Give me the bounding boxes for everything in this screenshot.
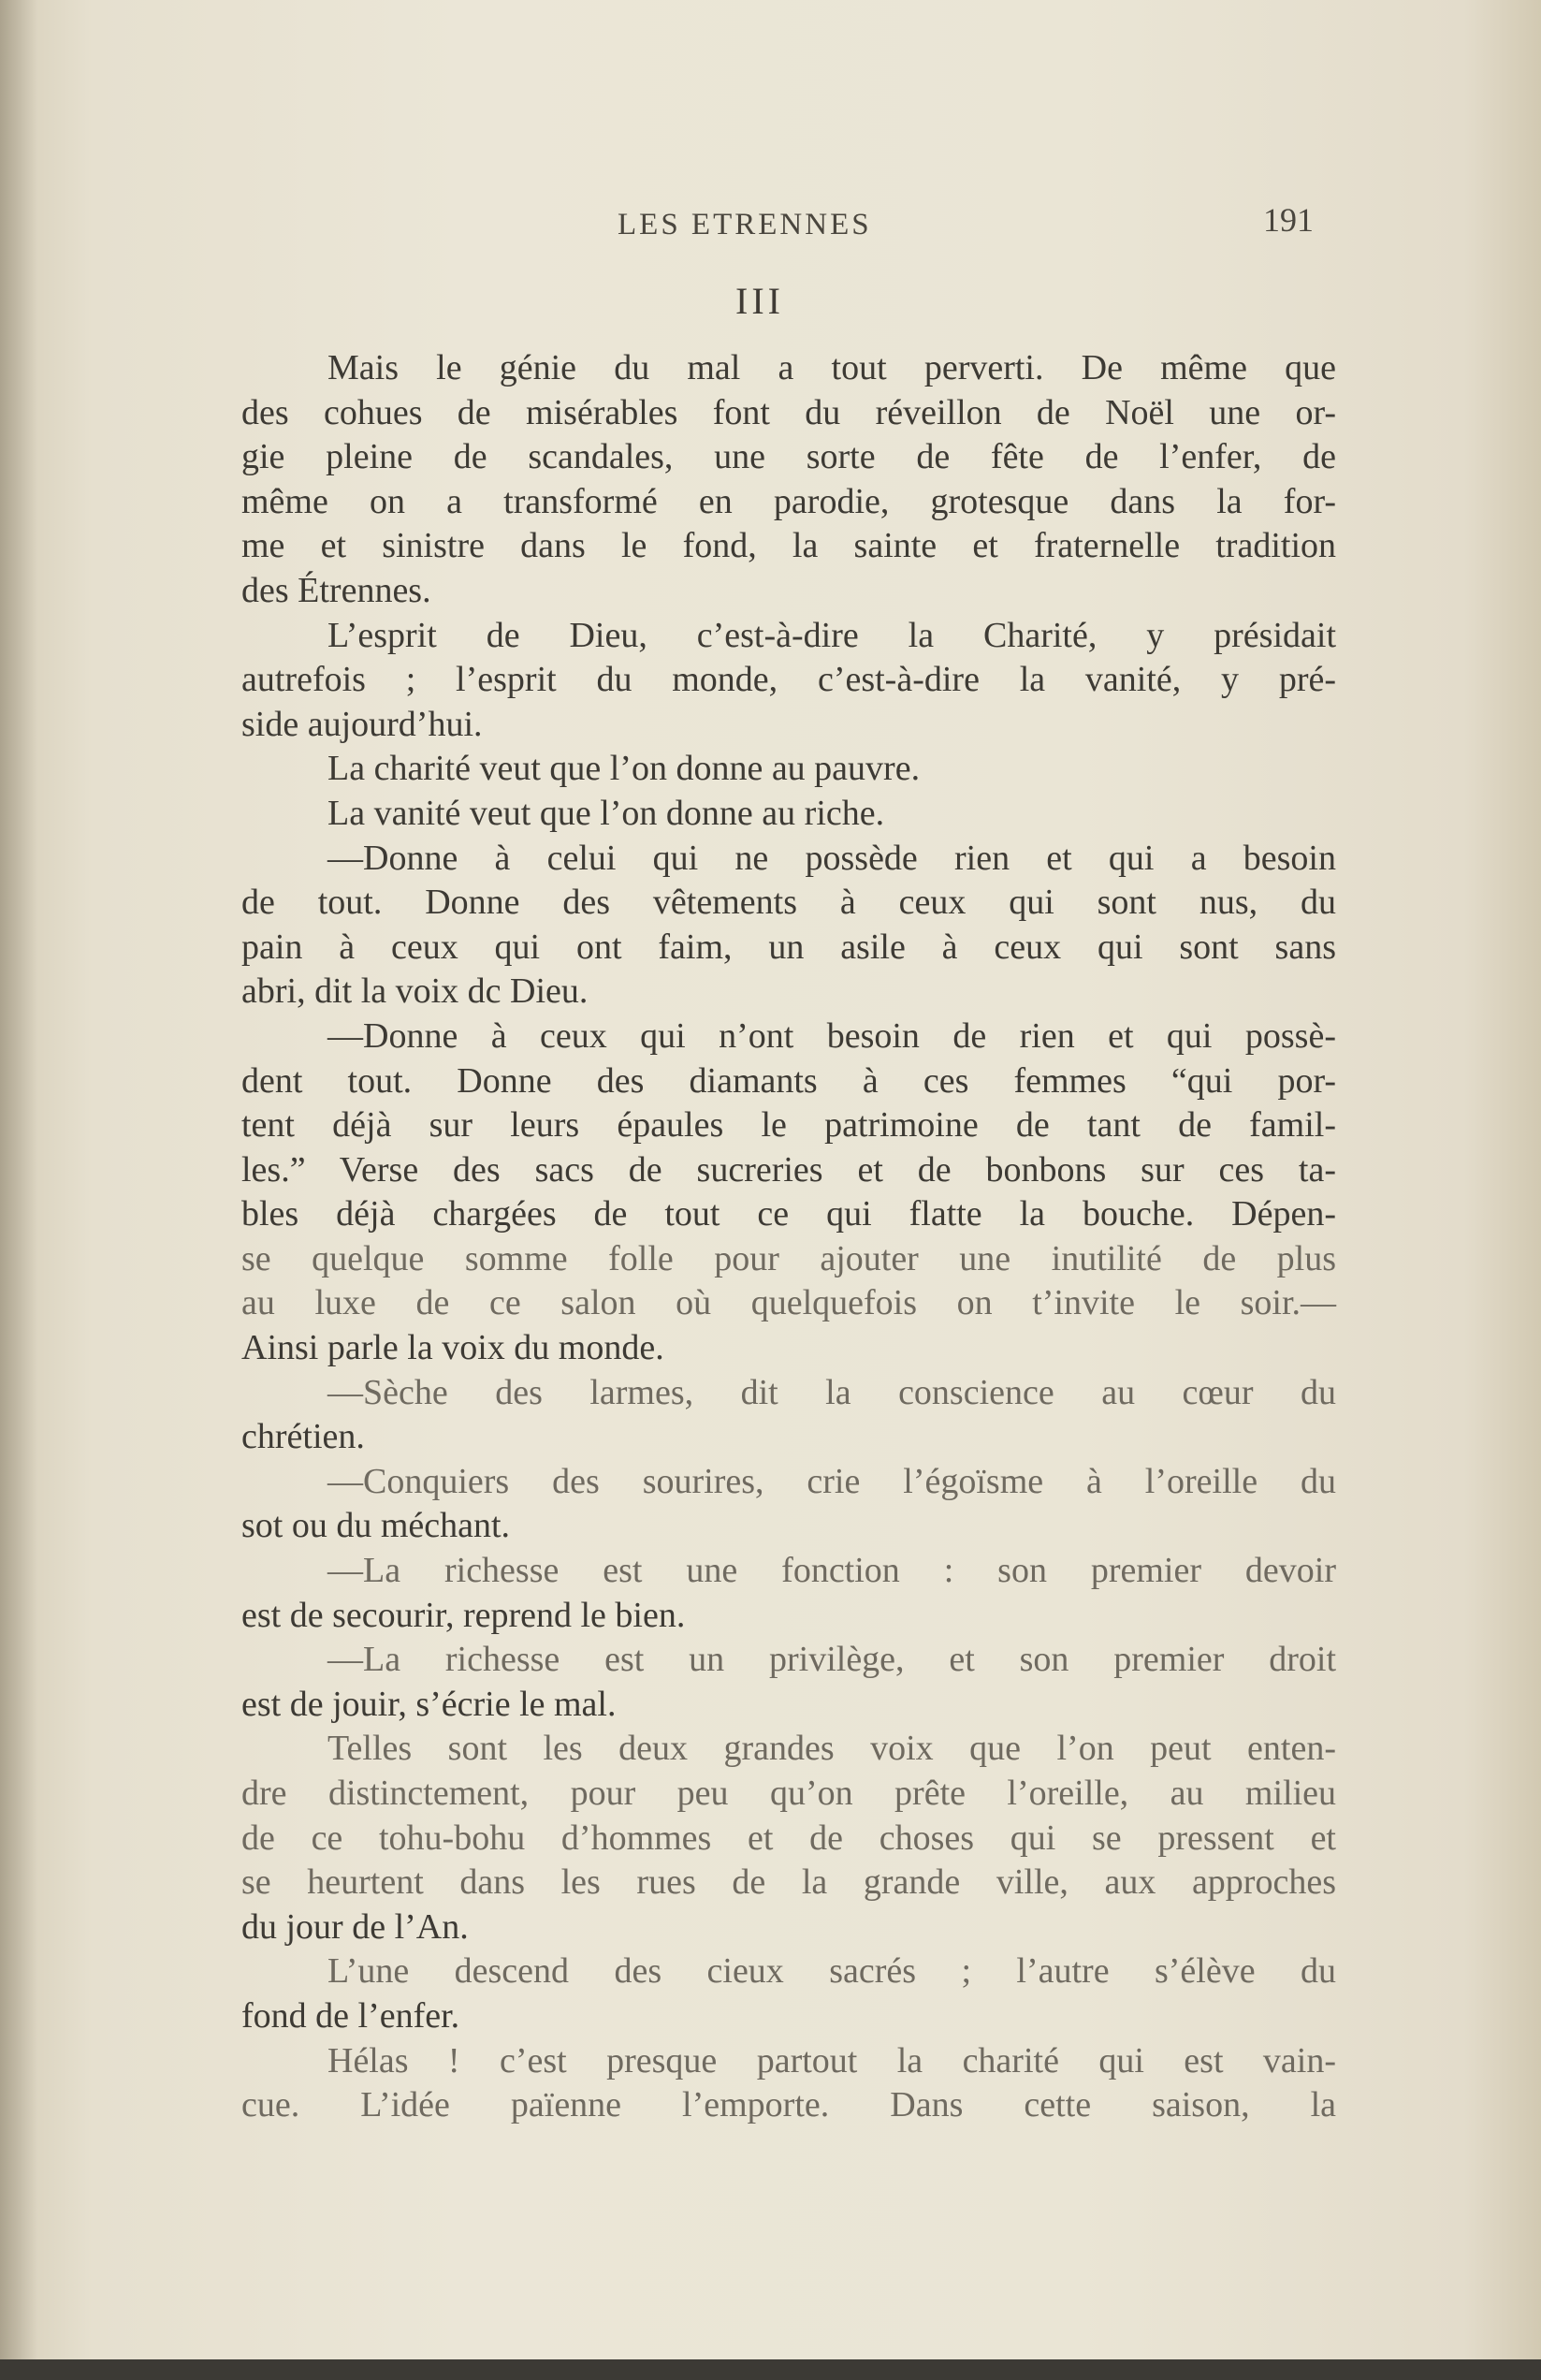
scan-bottom-edge <box>0 2359 1541 2380</box>
text-line: autrefois ; l’esprit du monde, c’est-à-dire la vanité, y pré- <box>241 660 1336 700</box>
text-line: La vanité veut que l’on donne au riche. <box>327 793 885 833</box>
text-line: les.” Verse des sacs de sucreries et de bonbons sur ces ta- <box>241 1149 1336 1190</box>
text-line: dent tout. Donne des diamants à ces femmes “qui por- <box>241 1060 1336 1101</box>
text-line: au luxe de ce salon où quelquefois on t’invite le soir.— <box>241 1283 1336 1323</box>
text-line: L’esprit de Dieu, c’est-à-dire la Charité, y présidait <box>327 615 1336 655</box>
text-line: de ce tohu-bohu d’hommes et de choses qui se pressent et <box>241 1818 1336 1858</box>
text-line: —La richesse est une fonction : son premier devoir <box>327 1551 1336 1591</box>
text-line: sot ou du méchant. <box>241 1506 511 1546</box>
text-line: fond de l’enfer. <box>241 1995 460 2036</box>
text-line: pain à ceux qui ont faim, un asile à ceux qui sont sans <box>241 927 1336 967</box>
text-line: du jour de l’An. <box>241 1906 469 1947</box>
text-line: —Conquiers des sourires, crie l’égoïsme à l’oreille du <box>327 1461 1336 1501</box>
text-line: abri, dit la voix dc Dieu. <box>241 971 589 1012</box>
text-line: tent déjà sur leurs épaules le patrimoine de tant de famil- <box>241 1105 1336 1146</box>
text-line: des Étrennes. <box>241 570 431 610</box>
text-line: Telles sont les deux grandes voix que l’on peut enten- <box>327 1729 1336 1769</box>
text-line: —Donne à celui qui ne possède rien et qui a besoin <box>327 838 1336 878</box>
text-line: L’une descend des cieux sacrés ; l’autre s’élève du <box>327 1951 1336 1992</box>
text-line: —Donne à ceux qui n’ont besoin de rien et qui possè- <box>327 1015 1336 1056</box>
section-numeral: III <box>735 280 784 322</box>
text-line: side aujourd’hui. <box>241 704 483 744</box>
running-title: LES ETRENNES <box>618 208 872 241</box>
body-text <box>241 346 1336 2128</box>
text-line: me et sinistre dans le fond, la sainte et fraternelle tradition <box>241 526 1336 566</box>
text-line: de tout. Donne des vêtements à ceux qui sont nus, du <box>241 883 1336 923</box>
text-line: gie pleine de scandales, une sorte de fête de l’enfer, de <box>241 437 1336 477</box>
text-line: Ainsi parle la voix du monde. <box>241 1328 664 1368</box>
text-line: Mais le génie du mal a tout perverti. De même que <box>327 348 1336 387</box>
text-line: même on a transformé en parodie, grotesque dans la for- <box>241 481 1336 521</box>
text-line: est de jouir, s’écrie le mal. <box>241 1684 617 1724</box>
text-line: cue. L’idée païenne l’emporte. Dans cette saison, la <box>241 2085 1336 2125</box>
text-line: —La richesse est un privilège, et son premier droit <box>327 1640 1336 1680</box>
text-line: se quelque somme folle pour ajouter une inutilité de plus <box>241 1238 1336 1278</box>
text-line: bles déjà chargées de tout ce qui flatte la bouche. Dépen- <box>241 1194 1336 1234</box>
binding-shadow <box>0 0 37 2380</box>
text-line: chrétien. <box>241 1417 365 1457</box>
text-line: est de secourir, reprend le bien. <box>241 1595 686 1635</box>
text-line: des cohues de misérables font du réveillon de Noël une or- <box>241 392 1336 432</box>
text-line: dre distinctement, pour peu qu’on prête l’oreille, au milieu <box>241 1774 1336 1813</box>
text-line: Hélas ! c’est presque partout la charité qui est vain- <box>327 2040 1336 2081</box>
page-number: 191 <box>1263 201 1314 239</box>
text-line: se heurtent dans les rues de la grande ville, aux approches <box>241 1862 1336 1903</box>
text-line: —Sèche des larmes, dit la conscience au cœur du <box>327 1372 1336 1412</box>
text-line: La charité veut que l’on donne au pauvre. <box>327 749 921 789</box>
